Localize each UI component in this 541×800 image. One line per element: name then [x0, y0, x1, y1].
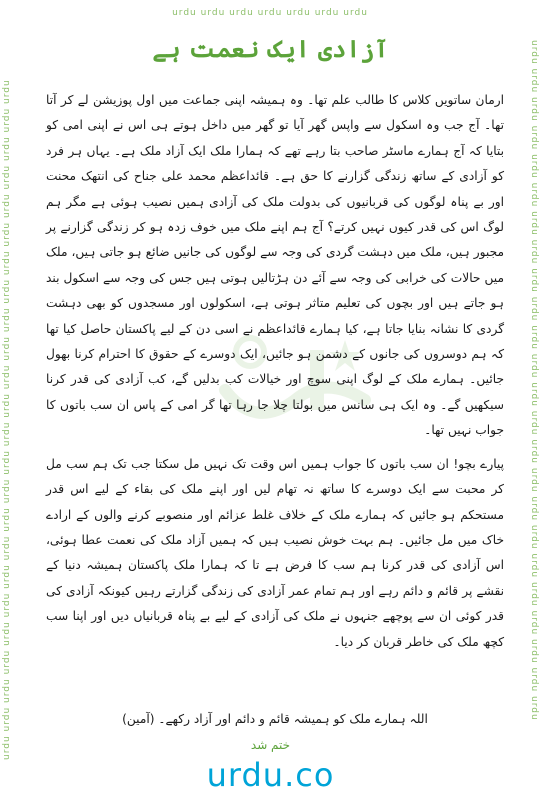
paragraph-1: ارمان ساتویں کلاس کا طالب علم تھا۔ وہ ہمیشہ اپنی جماعت میں اول پوزیشن لے کر آتا تھا۔ آج جب وہ اسکول سے واپس گھر آیا تو گھر میں داخل ہوتے ہی اس نے اپنی امی کو بتایا کہ آج ہمارے ماسٹر صاحب بتا رہے تھے کہ ہمارا ملک ایک آزاد ملک ہے۔ یہاں ہر فرد کو آزادی کے ساتھ زندگی گزارنے کا حق ہے۔ قائداعظم محمد علی جناح کی انتھک محنت اور بے پناہ لوگوں کی قربانیوں کی بدولت ملک کی آزادی ہمیں نصیب ہوئی ہے مگر ہم لوگ اس کی قدر کیوں نہیں کرتے؟ آج ہم اپنے ملک میں خوف زدہ ہو کر زندگی گزارنے پر مجبور ہیں، ملک میں دہشت گردی کی وجہ سے لوگوں کی جانیں ضائع ہو جاتی ہیں، ملک میں حالات کی خرابی کی وجہ سے آئے دن ہڑتالیں ہوتی ہیں جس کی وجہ سے اسکول بند ہو جاتے ہیں اور بچوں کی تعلیم متاثر ہوتی ہے، اسکولوں اور مسجدوں کو بھی دہشت گردی کا نشانہ بنایا جاتا ہے، کیا ہمارے قائداعظم نے اسی دن کے لیے پاکستان حاصل کیا تھا کہ ہم دوسروں کی جانوں کے دشمن ہو جائیں، ایک دوسرے کے حقوق کا احترام کرنا بھول جائیں۔ ہمارے ملک کے لوگ اپنی سوچ اور خیالات کب بدلیں گے، کب آزادی کی قدر کرنا سیکھیں گے۔ وہ ایک ہی سانس میں بولتا چلا جا رہا تھا گر امی کے پاس ان سب باتوں کا جواب نہیں تھا۔ — [46, 93, 504, 438]
story-body — [46, 88, 504, 663]
top-border-pattern: urdu urdu urdu urdu urdu urdu urdu — [172, 8, 368, 18]
closing-prayer: اللہ ہمارے ملک کو ہمیشہ قائم و دائم اور آزاد رکھے۔ (آمین) — [122, 712, 428, 726]
site-logo: urdu.co — [206, 756, 335, 794]
paragraph-2: پیارے بچو! ان سب باتوں کا جواب ہمیں اس وقت تک نہیں مل سکتا جب تک ہم سب مل کر محبت سے ایک دوسرے کا ساتھ نہ تھام لیں اور اپنے ملک کی بقاء کے لیے اس قدر مستحکم ہو جائیں کہ ہمارے ملک کے خلاف غلط عزائم اور منصوبے کرنے والوں کے ارادے خاک میں مل جائیں۔ ہم بہت خوش نصیب ہیں کہ ہمیں آزاد ملک کی نعمت عطا ہوئی، اس آزادی کی قدر کرنا ہم سب کا فرض ہے تا کہ ہمارا ملک پاکستان ہمیشہ دنیا کے نقشے پر قائم و دائم رہے اور ہم تمام عمر آزادی کی زندگی گزارتے رہیں کیونکہ آزادی کی قدر کوئی ان سے پوچھے جنہوں نے ملک کی آزادی کے لیے بے پناہ قربانیاں دیں اور اپنا سب کچھ ملک کی خاطر قربان کر دیا۔ — [46, 456, 504, 649]
left-border-pattern: urdu urdu urdu urdu urdu urdu urdu urdu urdu urdu urdu urdu urdu urdu urdu urdu urdu urdu urdu urdu urdu urdu urdu urdu — [2, 79, 12, 760]
page-title: آزادی ایک نعمت ہے — [152, 34, 389, 63]
ending-label: ختم شد — [250, 738, 291, 752]
right-border-pattern: urdu urdu urdu urdu urdu urdu urdu urdu urdu urdu urdu urdu urdu urdu urdu urdu urdu urdu urdu urdu urdu urdu urdu urdu — [529, 40, 539, 721]
